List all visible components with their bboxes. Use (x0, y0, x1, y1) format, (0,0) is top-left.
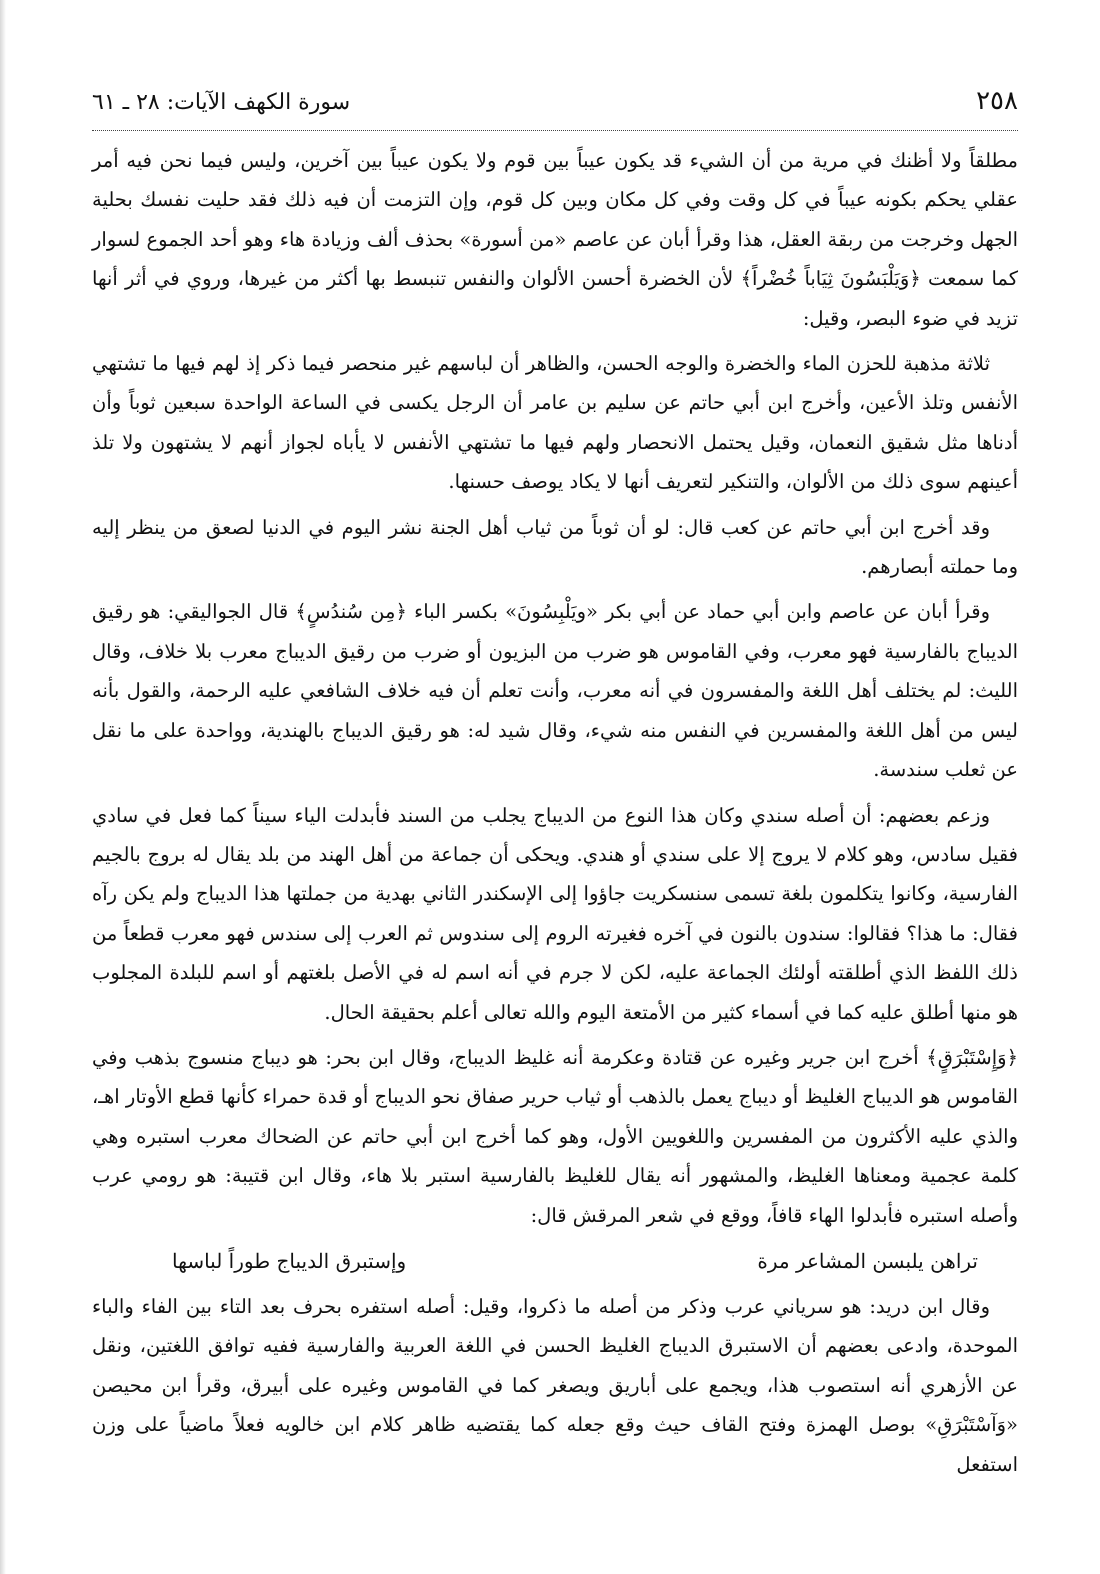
paragraph-2: ثلاثة مذهبة للحزن الماء والخضرة والوجه الحسن، والظاهر أن لباسهم غير منحصر فيما ذكر إذ لهم فيها ما تشتهي الأنفس وتلذ الأعين، وأخرج ابن أبي حاتم عن سليم بن عامر أن الرجل يكسى في الساعة الواحدة سبعين ثوباً وأن أدناها مثل شقيق النعمان، وقيل يحتمل الانحصار ولهم فيها ما تشتهي الأنفس لا يأباه لجواز أنهم لا يشتهون ولا تلذ أعينهم سوى ذلك من الألوان، والتنكير لتعريف أنها لا يكاد يوصف حسنها. (92, 352, 1018, 494)
paragraph-6: ﴿وَإِسْتَبْرَقٍ﴾ أخرج ابن جرير وغيره عن قتادة وعكرمة أنه غليظ الديباج، وقال ابن بحر: هو ديباج منسوج بذهب وفي القاموس هو الديباج الغليظ أو ديباج يعمل بالذهب أو ثياب حرير صفاق نحو الديباج أو قدة حمراء كأنها قطع الأوتار اهـ، والذي عليه الأكثرون من المفسرين واللغويين الأول، وهو كما أخرج ابن أبي حاتم عن الضحاك معرب استبره وهي كلمة عجمية ومعناها الغليظ، والمشهور أنه يقال للغليظ بالفارسية استبر بلا هاء، وقال ابن قتيبة: هو رومي عرب وأصله استبره فأبدلوا الهاء قافاً، ووقع في شعر المرقش قال: (92, 1045, 1018, 1227)
verse-hemistich-2: وإستبرق الديباج طوراً لباسها (172, 1248, 407, 1273)
poetry-verse (92, 1241, 1018, 1281)
paragraph-4: وقرأ أبان عن عاصم وابن أبي حماد عن أبي بكر «ويَلْبِسُونَ» بكسر الباء ﴿مِن سُندُسٍ﴾ قال الجواليقي: هو رقيق الديباج بالفارسية فهو معرب، وفي القاموس هو ضرب من البزيون أو ضرب من رقيق الديباج معرب بلا خلاف، وقال الليث: لم يختلف أهل اللغة والمفسرون في أنه معرب، وأنت تعلم أن فيه خلاف الشافعي عليه الرحمة، والقول بأنه ليس من أهل اللغة والمفسرين في النفس منه شيء، وقال شيد له: هو رقيق الديباج بالهندية، وواحدة على ما نقل عن ثعلب سندسة. (92, 600, 1018, 782)
body-text (92, 141, 1018, 1484)
paragraph-5: وزعم بعضهم: أن أصله سندي وكان هذا النوع من الديباج يجلب من السند فأبدلت الياء سيناً كما فعل في سادي فقيل سادس، وهو كلام لا يروج إلا على سندي أو هندي. ويحكى أن جماعة من أهل الهند من بلد يقال له بروج بالجيم الفارسية، وكانوا يتكلمون بلغة تسمى سنسكريت جاؤوا إلى الإسكندر الثاني بهدية من جملتها هذا الديباج ولم يكن رآه فقال: ما هذا؟ فقالوا: سندون بالنون في آخره فغيرته الروم إلى سندوس ثم العرب إلى سندس فهو معرب قطعاً من ذلك اللفظ الذي أطلقته أولئك الجماعة عليه، لكن لا جرم في أنه اسم له في الأصل بلغتهم أو اسم للبلدة المجلوب هو منها أطلق عليه كما في أسماء كثير من الأمتعة اليوم والله تعالى أعلم بحقيقة الحال. (92, 803, 1018, 1024)
paragraph-1: مطلقاً ولا أظنك في مرية من أن الشيء قد يكون عيباً بين قوم ولا يكون عيباً بين آخرين، وليس فيما نحن فيه أمر عقلي يحكم بكونه عيباً في كل وقت وفي كل مكان وبين كل قوم، وإن التزمت أن فيه ذلك فقد حليت نفسك بحلية الجهل وخرجت من ربقة العقل، هذا وقرأ أبان عن عاصم «من أسورة» بحذف ألف وزيادة هاء وهو أحد الجموع لسوار كما سمعت ﴿وَيَلْبَسُونَ ثِيَاباً خُضْراً﴾ لأن الخضرة أحسن الألوان والنفس تنبسط بها أكثر من غيرها، وروي في أثر أنها تزيد في ضوء البصر، وقيل: (92, 149, 1018, 330)
verse-hemistich-1: تراهن يلبسن المشاعر مرة (757, 1248, 978, 1273)
page-header (92, 86, 1018, 131)
paragraph-3: وقد أخرج ابن أبي حاتم عن كعب قال: لو أن ثوباً من ثياب أهل الجنة نشر اليوم في الدنيا لصعق من ينظر إليه وما حملته أبصارهم. (92, 515, 1018, 579)
running-title: سورة الكهف الآيات: ٢٨ ـ ٦١ (92, 90, 351, 115)
page-number: ٢٥٨ (976, 86, 1018, 116)
paragraph-7: وقال ابن دريد: هو سرياني عرب وذكر من أصله ما ذكروا، وقيل: أصله استفره بحرف بعد التاء بين الفاء والباء الموحدة، وادعى بعضهم أن الاستبرق الديباج الغليظ الحسن في اللغة العربية والفارسية ففيه توافق اللغتين، ونقل عن الأزهري أنه استصوب هذا، ويجمع على أباريق ويصغر كما في القاموس وغيره على أبيرق، وقرأ ابن محيصن «وَآسْتَبْرَقِ» بوصل الهمزة وفتح القاف حيث وقع جعله كما يقتضيه ظاهر كلام ابن خالويه فعلاً ماضياً على وزن استفعل (92, 1294, 1018, 1476)
